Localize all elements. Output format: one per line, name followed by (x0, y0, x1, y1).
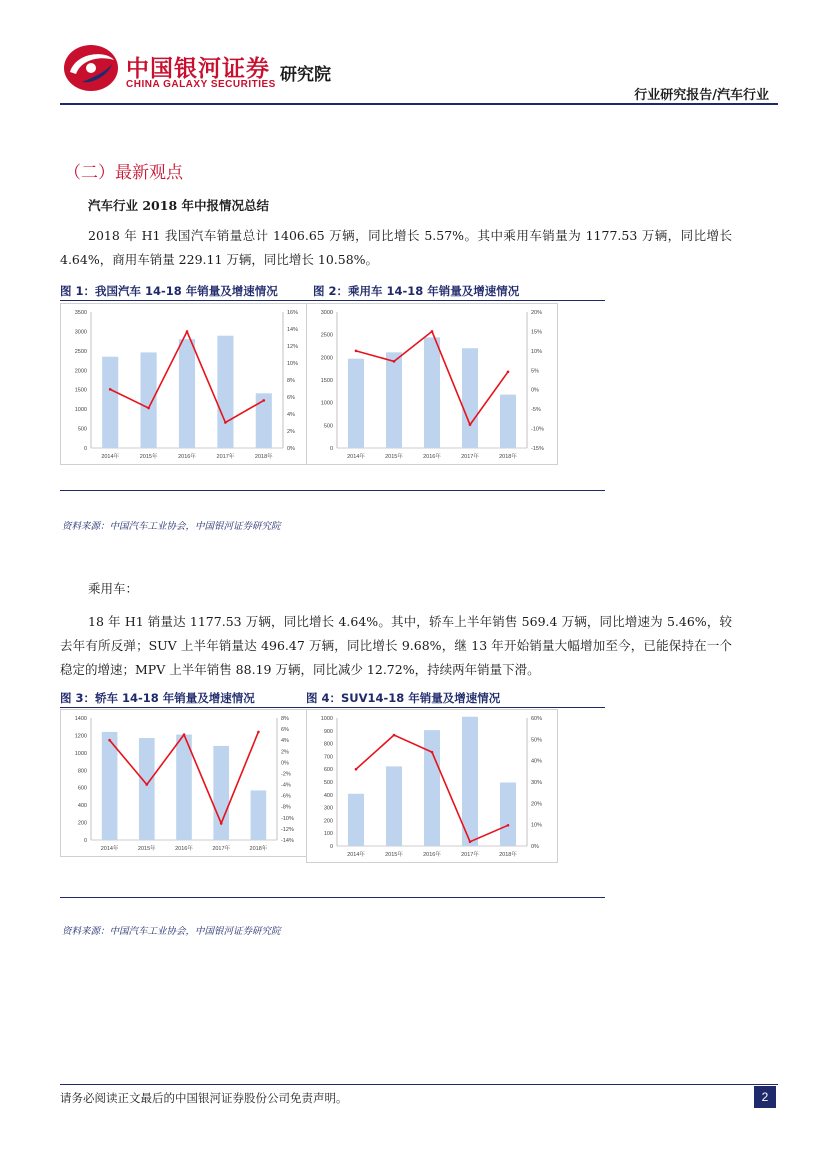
growth-point (431, 330, 434, 333)
y-tick-label: 700 (323, 754, 333, 761)
y2-tick-label: 20% (531, 801, 543, 808)
y2-tick-label: 10% (531, 348, 543, 355)
y2-tick-label: 20% (531, 310, 543, 316)
y2-tick-label: -10% (531, 426, 544, 433)
y2-tick-label: 5% (531, 368, 539, 375)
y-tick-label: 100 (323, 831, 333, 838)
growth-point (263, 399, 266, 402)
y-tick-label: 2500 (74, 348, 87, 355)
y2-tick-label: 15% (531, 329, 543, 336)
y-tick-label: 1500 (74, 387, 87, 394)
x-tick-label: 2014年 (100, 846, 119, 852)
y-tick-label: 900 (323, 728, 333, 735)
x-tick-label: 2017年 (461, 454, 479, 460)
chart-fig4 (306, 709, 558, 863)
growth-point (108, 739, 111, 742)
chart-fig2 (306, 303, 558, 465)
y2-tick-label: -15% (531, 446, 544, 452)
y2-tick-label: -6% (281, 793, 291, 800)
x-tick-label: 2014年 (347, 852, 365, 858)
y-tick-label: 3500 (74, 310, 87, 316)
y-tick-label: 600 (323, 767, 333, 774)
y2-tick-label: 0% (531, 387, 539, 394)
brand-name-cn: 中国银河证券 (126, 56, 270, 82)
y2-tick-label: 10% (287, 361, 299, 367)
footer-disclaimer: 请务必阅读正文最后的中国银河证券股份公司免责声明。 (60, 1091, 348, 1105)
growth-point (507, 371, 510, 374)
y2-tick-label: 8% (287, 378, 295, 384)
footer-divider (60, 1084, 778, 1085)
x-tick-label: 2015年 (139, 454, 158, 460)
growth-point (224, 421, 227, 424)
growth-point (507, 824, 510, 827)
growth-point (355, 768, 358, 771)
y-tick-label: 800 (323, 741, 333, 748)
y2-tick-label: 40% (531, 758, 543, 765)
y2-tick-label: 0% (287, 446, 295, 452)
fig-row2-top-rule (60, 707, 605, 708)
logo-mark-icon (62, 42, 120, 94)
growth-point (147, 407, 150, 410)
paragraph-summary: 2018 年 H1 我国汽车销量总计 1406.65 万辆，同比增长 5.57%。其中乘用车销量为 1177.53 万辆，同比增长 4.64%，商用车销量 229.11 万辆，同比增长 10.58%。 (60, 228, 732, 267)
x-tick-label: 2016年 (423, 852, 441, 858)
chart-fig1 (60, 303, 314, 465)
y2-tick-label: 4% (281, 738, 289, 745)
x-tick-label: 2014年 (347, 454, 365, 460)
y-tick-label: 1000 (320, 716, 333, 722)
y2-tick-label: 30% (531, 780, 543, 786)
bar (348, 794, 364, 846)
y-tick-label: 1000 (74, 750, 87, 757)
y2-tick-label: -2% (281, 771, 291, 778)
bar (251, 790, 267, 840)
fig-row1-bottom-rule (60, 490, 605, 491)
fig-row2-bottom-rule (60, 897, 605, 898)
bar (462, 348, 478, 448)
bar (176, 735, 192, 840)
header-divider (60, 103, 778, 105)
fig2-title: 图 2：乘用车 14-18 年销量及增速情况 (313, 284, 520, 298)
y2-tick-label: 50% (531, 737, 543, 744)
x-tick-label: 2014年 (101, 454, 120, 460)
growth-point (257, 731, 260, 734)
chart-fig3 (60, 709, 308, 857)
growth-point (109, 388, 112, 391)
y2-tick-label: -12% (281, 826, 294, 833)
y-tick-label: 2000 (320, 355, 333, 362)
y-tick-label: 1500 (320, 378, 333, 384)
y2-tick-label: 2% (287, 429, 295, 435)
growth-point (393, 734, 396, 737)
bar (213, 746, 229, 840)
growth-point (469, 423, 472, 426)
x-tick-label: 2015年 (385, 852, 403, 858)
bar (386, 352, 402, 448)
y2-tick-label: -8% (281, 804, 291, 811)
x-tick-label: 2018年 (249, 846, 268, 852)
fig3-title: 图 3：轿车 14-18 年销量及增速情况 (60, 691, 255, 705)
y-tick-label: 2000 (74, 368, 87, 375)
bar (500, 395, 516, 448)
y-tick-label: 0 (83, 446, 87, 452)
growth-point (146, 783, 149, 786)
y2-tick-label: 10% (531, 822, 543, 829)
bar (386, 766, 402, 846)
paragraph-passenger: 18 年 H1 销量达 1177.53 万辆，同比增长 4.64%。其中，轿车上半年销售 569.4 万辆，同比增速为 5.46%，较去年有所反弹；SUV 上半年销量达 496.47 万辆，同比增长 9.68%，继 13 年开始销量大幅增加至今，已能保持在一个稳定的增速；MPV 上半年销售 88.19 万辆，同比减少 12.72%，持续两年销量下滑。 (60, 614, 732, 677)
y2-tick-label: -14% (281, 838, 294, 844)
y2-tick-label: 12% (287, 344, 299, 350)
brand-name-en: CHINA GALAXY SECURITIES (126, 79, 276, 90)
y-tick-label: 1000 (74, 407, 87, 414)
y-tick-label: 500 (323, 780, 333, 786)
y-tick-label: 1000 (320, 400, 333, 407)
y-tick-label: 1400 (74, 716, 87, 722)
report-type: 行业研究报告/汽车行业 (634, 88, 769, 103)
y2-tick-label: -5% (531, 407, 541, 414)
growth-point (431, 751, 434, 754)
bar (424, 337, 440, 448)
label-passenger: 乘用车： (88, 581, 139, 596)
fig-row1-top-rule (60, 300, 605, 301)
y2-tick-label: 16% (287, 310, 299, 316)
y-tick-label: 800 (77, 768, 87, 775)
bar (102, 732, 118, 840)
growth-point (183, 733, 186, 736)
y-tick-label: 0 (83, 838, 87, 844)
y2-tick-label: 0% (281, 760, 289, 767)
institute-label: 研究院 (280, 65, 331, 85)
x-tick-label: 2017年 (216, 454, 235, 460)
source-note-1: 资料来源：中国汽车工业协会，中国银河证券研究院 (62, 521, 281, 532)
growth-point (186, 330, 189, 333)
fig4-title: 图 4：SUV14-18 年销量及增速情况 (306, 691, 501, 705)
y-tick-label: 500 (323, 423, 333, 430)
x-tick-label: 2015年 (385, 454, 403, 460)
y2-tick-label: 14% (287, 327, 299, 333)
bar (141, 352, 157, 448)
y2-tick-label: -10% (281, 815, 294, 822)
y-tick-label: 200 (323, 818, 333, 825)
y-tick-label: 400 (323, 792, 333, 799)
bar (424, 730, 440, 846)
growth-point (355, 350, 358, 353)
page-number: 2 (754, 1086, 776, 1108)
growth-point (393, 360, 396, 363)
subheading: 汽车行业 2018 年中报情况总结 (88, 198, 269, 213)
y2-tick-label: -4% (281, 782, 291, 789)
bar (500, 783, 516, 846)
y2-tick-label: 8% (281, 716, 289, 722)
y2-tick-label: 6% (287, 395, 295, 401)
x-tick-label: 2017年 (461, 852, 479, 858)
y-tick-label: 200 (77, 820, 87, 827)
y-tick-label: 3000 (320, 310, 333, 316)
x-tick-label: 2018年 (254, 454, 273, 460)
y-tick-label: 2500 (320, 332, 333, 339)
bar (179, 339, 195, 448)
x-tick-label: 2015年 (137, 846, 156, 852)
y-tick-label: 0 (329, 844, 333, 850)
bar (348, 359, 364, 448)
y-tick-label: 500 (77, 426, 87, 433)
growth-point (469, 840, 472, 843)
source-note-2: 资料来源：中国汽车工业协会，中国银河证券研究院 (62, 926, 281, 937)
y2-tick-label: 0% (531, 844, 539, 850)
y-tick-label: 0 (329, 446, 333, 452)
y-tick-label: 300 (323, 805, 333, 812)
x-tick-label: 2016年 (175, 846, 193, 852)
x-tick-label: 2018年 (499, 454, 517, 460)
y-tick-label: 600 (77, 785, 87, 792)
y-tick-label: 3000 (74, 329, 87, 336)
y2-tick-label: 60% (531, 716, 543, 722)
y2-tick-label: 4% (287, 412, 295, 418)
y2-tick-label: 2% (281, 749, 289, 756)
y-tick-label: 400 (77, 803, 87, 810)
bar (217, 336, 233, 448)
x-tick-label: 2017年 (212, 846, 231, 852)
bar (139, 738, 155, 840)
section-title: （二）最新观点 (64, 163, 183, 183)
fig1-title: 图 1：我国汽车 14-18 年销量及增速情况 (60, 284, 278, 298)
bar (102, 357, 118, 448)
x-tick-label: 2016年 (423, 454, 441, 460)
x-tick-label: 2016年 (178, 454, 196, 460)
growth-point (220, 822, 223, 825)
y-tick-label: 1200 (74, 733, 87, 740)
x-tick-label: 2018年 (499, 852, 517, 858)
y2-tick-label: 6% (281, 727, 289, 734)
